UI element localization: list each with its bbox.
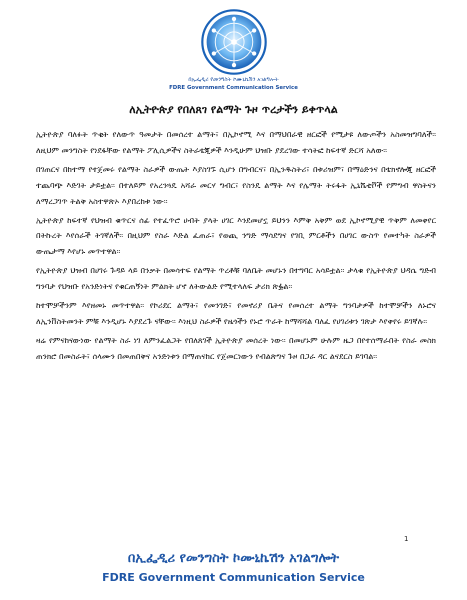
- page-number: 1: [404, 535, 409, 543]
- footer-org-name-english: FDRE Government Communication Service: [102, 571, 365, 584]
- paragraph: በገጠርና በከተማ የተጀመሩ የልማት ስራዎች ውጤት እያስገኙ ሲሆን በግብርና፣ በኢንዱስትሪ፣ በቱሪዝም፣ በማዕድንና በቴክኖሎጂ ዘርፎች ተጨባጭ እድገት ታይቷል፡፡ በተለይም የአረንጓዴ አሻራ መርሃ ግብር፣ የስንዴ ልማት እና የሌማት ትሩፋት ኢኒሼቲቮች የምግብ ዋስትናን ለማረጋገጥ ትልቅ አስተዋጽኦ እያበረከቱ ነው፡፡: [36, 164, 436, 206]
- document-title: ለኢትዮጵያ የበለጸገ የልማት ጉዞ ጥረታችን ይቀጥላል: [129, 103, 338, 116]
- logo-text-english: FDRE Government Communication Service: [169, 85, 298, 91]
- footer-org-name-amharic: በኢፌዲሪ የመንግስት ኮሙኒኬሽን አገልግሎት: [127, 551, 340, 566]
- paragraph: ኢትዮጵያ ከፍተኛ የህዝብ ቁጥርና ሰፊ የተፈጥሮ ሀብት ያላት ሀገር እንደመሆኗ ይህንን እምቅ አቅም ወደ ኢኮኖሚያዊ ጥቅም ለመቀየር በትኩረት እየሰራች ትገኛለች፡፡ በዚህም የስራ እድል ፈጠራ፣ የወጪ ንግድ ማሳደግና የገቢ ምርቶችን በሀገር ውስጥ የመተካት ስራዎች ውጤታማ እየሆኑ መጥተዋል፡፡: [36, 215, 436, 257]
- logo: [0, 6, 467, 78]
- government-communication-emblem-icon: [198, 6, 270, 78]
- paragraph: የኢትዮጵያ ህዝብ በሀገሩ ጉዳይ ላይ በንቃት በመሳተፍ የልማት ጥረቶቹ ባለቤት መሆኑን በተግባር አሳይቷል፡፡ ታላቁ የኢትዮጵያ ህዳሴ ግድብ ግንባታ የህዝቡ የአንድነትና የቁርጠኝነት ምልክት ሆኖ ለትውልድ የሚተላለፍ ታሪክ ጽፏል፡፡: [36, 266, 436, 292]
- document-body: [36, 127, 436, 368]
- paragraph: ኢትዮጵያ ባለፉት ጥቂት የለውጥ ዓመታት በመሰረተ ልማት፣ በኢኮኖሚ እና በማህበራዊ ዘርፎች የሚታዩ ለውጦችን አስመዝግባለች፡፡ ለዚህም መንግስት የነደፋቸው የልማት ፖሊሲዎችና ስትራቴጂዎች እንዲሁም ህዝቡ ያደረገው ተሳትፎ ከፍተኛ ድርሻ አለው፡፡: [36, 130, 436, 155]
- logo-text-amharic: በኢፌዲሪ የመንግስት ኮሙኒኬሽን አገልግሎት: [188, 77, 279, 83]
- paragraph: ዛሬ የምናከናውነው የልማት ስራ ነገ ለምንፈልጋት የበለጸገች ኢትዮጵያ መሰረት ነው፡፡ በመሆኑም ሁሉም ዜጋ በየተሰማራበት የስራ መስክ ጠንክሮ በመስራት፣ ሰላሙን በመጠበቅና አንድነቱን በማጠናከር የጀመርነውን የብልጽግና ጉዞ በጋራ ዳር ልናደርስ ይገባል፡፡: [36, 335, 436, 361]
- paragraph: ከተሞቻችንም እየዘመኑ መጥተዋል፡፡ የኮሪደር ልማት፣ የመንገድ፣ የመኖሪያ ቤትና የመሰረተ ልማት ግንባታዎች ከተሞቻችን ለኑሮና ለኢንቨስትመንት ምቹ እንዲሆኑ እያደረጉ ናቸው፡፡ እነዚህ ስራዎች የዜጎችን የኑሮ ጥራት ከማሻሻል ባለፈ የሀገሪቱን ገጽታ እየቀየሩ ይገኛሉ፡፡: [36, 301, 436, 326]
